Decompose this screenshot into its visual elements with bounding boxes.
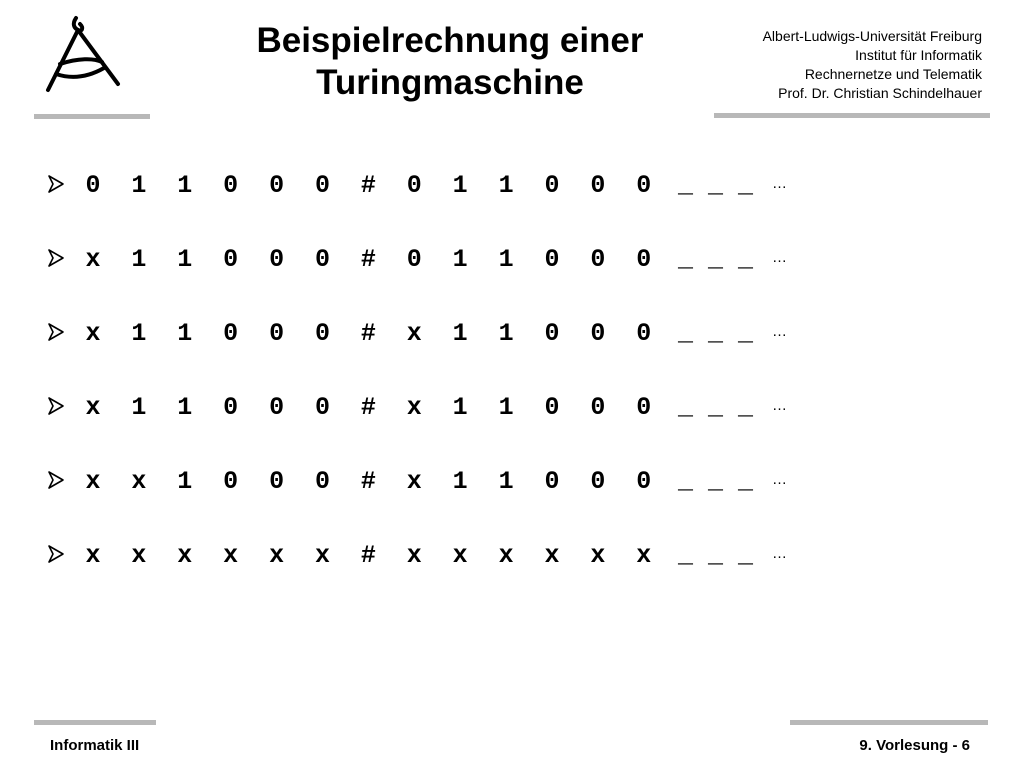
arrow-bullet-icon: [46, 470, 66, 490]
tape-cell: 0: [590, 467, 606, 496]
tape-cell: 1: [498, 245, 514, 274]
tape-cell: 0: [223, 319, 239, 348]
tape-cell: x: [131, 467, 147, 496]
tape-cell: 1: [131, 171, 147, 200]
tape-ellipsis: …: [772, 249, 787, 266]
tape-cell: #: [360, 393, 376, 422]
tape-cell: 1: [131, 245, 147, 274]
tape-cell: 0: [544, 171, 560, 200]
tape-cell: 0: [223, 245, 239, 274]
header-rule-right: [714, 113, 990, 118]
tape-cell: x: [406, 393, 422, 422]
tape-row: [46, 390, 806, 430]
tape-row: [46, 464, 806, 504]
affiliation-chair: Rechnernetze und Telematik: [804, 66, 982, 82]
tape-cell: 1: [177, 467, 193, 496]
tape-cell: x: [452, 541, 468, 570]
tape-cell: 1: [452, 319, 468, 348]
affiliation-professor: Prof. Dr. Christian Schindelhauer: [778, 85, 982, 101]
tape-cell: 0: [314, 319, 330, 348]
tape-cell: 0: [544, 467, 560, 496]
tape-cell: 0: [223, 171, 239, 200]
tape-cell: 1: [452, 467, 468, 496]
tape-cell: #: [360, 245, 376, 274]
tape-cell: 0: [590, 245, 606, 274]
tape-ellipsis: …: [772, 323, 787, 340]
tape-cell: 0: [406, 245, 422, 274]
tape-cell: x: [85, 541, 101, 570]
tape-ellipsis: …: [772, 397, 787, 414]
arrow-bullet-icon: [46, 322, 66, 342]
tape-cell: 1: [131, 319, 147, 348]
arrow-bullet-icon: [46, 396, 66, 416]
tape-cell: 1: [498, 319, 514, 348]
tape-cell: x: [314, 541, 330, 570]
tape-cell: 0: [314, 393, 330, 422]
affiliation-institute: Institut für Informatik: [855, 47, 982, 63]
tape-blanks: _ _ _: [678, 541, 754, 570]
tape-cell: #: [360, 319, 376, 348]
tape-blanks: _ _ _: [678, 319, 754, 348]
tape-cell: 0: [269, 467, 285, 496]
tape-cell: 1: [131, 393, 147, 422]
tape-cell: x: [85, 393, 101, 422]
affiliation-block: [763, 27, 982, 103]
tape-cell: x: [544, 541, 560, 570]
tape-cell: x: [406, 541, 422, 570]
arrow-bullet-icon: [46, 174, 66, 194]
tape-cell: x: [131, 541, 147, 570]
arrow-bullet-icon: [46, 544, 66, 564]
tape-blanks: _ _ _: [678, 393, 754, 422]
tape-cell: 0: [269, 171, 285, 200]
tape-cell: x: [85, 467, 101, 496]
tape-cell: 0: [544, 393, 560, 422]
tape-row: [46, 242, 806, 282]
tape-cell: 0: [269, 393, 285, 422]
tape-row: [46, 316, 806, 356]
tape-cell: 0: [223, 393, 239, 422]
tape-blanks: _ _ _: [678, 245, 754, 274]
tape-cell: 0: [636, 245, 652, 274]
tape-cell: 0: [314, 171, 330, 200]
tape-cell: x: [590, 541, 606, 570]
tape-cell: 0: [636, 319, 652, 348]
tape-cell: 0: [269, 245, 285, 274]
footer-rule-left: [34, 720, 156, 725]
tape-cell: 0: [314, 245, 330, 274]
tape-cell: x: [498, 541, 514, 570]
tape-cell: 0: [636, 393, 652, 422]
tape-cell: #: [360, 171, 376, 200]
tape-cell: x: [636, 541, 652, 570]
slide-title-line1: Beispielrechnung einer: [256, 21, 644, 60]
tape-cell: 0: [544, 319, 560, 348]
tape-cell: 1: [452, 171, 468, 200]
tape-cell: 1: [498, 393, 514, 422]
tape-cell: 0: [636, 171, 652, 200]
tape-blanks: _ _ _: [678, 467, 754, 496]
tape-cell: 0: [544, 245, 560, 274]
tape-cell: x: [177, 541, 193, 570]
tape-cell: x: [406, 319, 422, 348]
tape-cell: 0: [314, 467, 330, 496]
tape-cell: 0: [269, 319, 285, 348]
tape-cell: 1: [177, 319, 193, 348]
slide-title-line2: Turingmaschine: [316, 63, 584, 102]
arrow-bullet-icon: [46, 248, 66, 268]
tape-cell: 1: [452, 393, 468, 422]
slide-title: [190, 20, 710, 104]
tape-cell: x: [269, 541, 285, 570]
tape-cell: x: [406, 467, 422, 496]
header-rule-left: [34, 114, 150, 119]
tape-cell: 0: [406, 171, 422, 200]
tape-row: [46, 538, 806, 578]
tape-ellipsis: …: [772, 175, 787, 192]
university-logo-icon: [38, 14, 128, 96]
tape-cell: 1: [498, 171, 514, 200]
affiliation-university: Albert-Ludwigs-Universität Freiburg: [762, 28, 982, 44]
tape-cell: #: [360, 467, 376, 496]
tape-cell: 0: [590, 171, 606, 200]
tape-cell: 1: [177, 245, 193, 274]
footer-course: Informatik III: [50, 737, 140, 754]
tape-cell: 0: [590, 393, 606, 422]
tape-blanks: _ _ _: [678, 171, 754, 200]
tape-cell: #: [360, 541, 376, 570]
footer-rule-right: [790, 720, 988, 725]
tape-row: [46, 168, 806, 208]
tape-cell: x: [85, 245, 101, 274]
tape-cell: 0: [85, 171, 101, 200]
footer-lecture: 9. Vorlesung - 6: [859, 737, 970, 754]
tape-ellipsis: …: [772, 545, 787, 562]
tape-cell: 0: [223, 467, 239, 496]
tape-cell: 0: [590, 319, 606, 348]
tape-cell: 0: [636, 467, 652, 496]
tape-ellipsis: …: [772, 471, 787, 488]
tape-cell: 1: [498, 467, 514, 496]
tape-cell: 1: [177, 171, 193, 200]
tape-cell: x: [85, 319, 101, 348]
tape-cell: 1: [452, 245, 468, 274]
tape-cell: 1: [177, 393, 193, 422]
tape-cell: x: [223, 541, 239, 570]
